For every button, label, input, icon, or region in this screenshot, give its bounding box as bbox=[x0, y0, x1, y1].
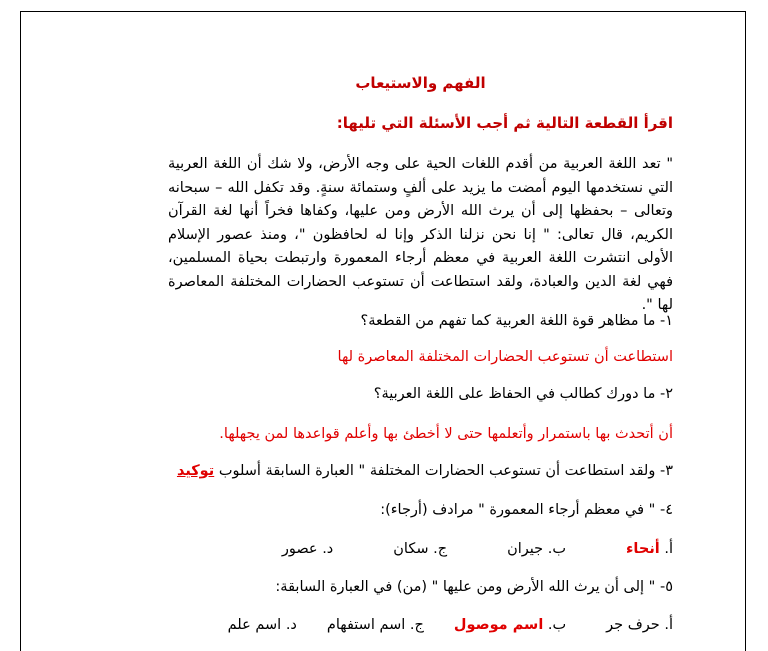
question-5-options bbox=[168, 617, 673, 633]
question-5: ٥- " إلى أن يرث الله الأرض ومن عليها " (من) في العبارة السابقة: bbox=[275, 579, 673, 595]
q5-option-c: ج. اسم استفهام bbox=[326, 617, 424, 633]
q5-option-b-value: اسم موصول bbox=[453, 617, 544, 633]
question-1: ١- ما مظاهر قوة اللغة العربية كما تفهم من القطعة؟ bbox=[360, 313, 673, 329]
question-4-options bbox=[168, 541, 673, 557]
q4-option-b: ب. جيران bbox=[507, 541, 567, 557]
q4-option-c: ج. سكان bbox=[393, 541, 448, 557]
question-2: ٢- ما دورك كطالب في الحفاظ على اللغة العربية؟ bbox=[373, 386, 673, 402]
question-4: ٤- " في معظم أرجاء المعمورة " مرادف (أرجاء): bbox=[380, 502, 673, 518]
question-3 bbox=[168, 463, 673, 479]
answer-3: توكيد bbox=[176, 463, 215, 479]
q4-option-b-value: جيران bbox=[507, 541, 544, 557]
q4-option-a-value: أنحاء bbox=[626, 541, 660, 557]
q4-option-d-value: عصور bbox=[281, 541, 318, 557]
q5-option-d: د. اسم علم bbox=[227, 617, 297, 633]
answer-1: استطاعت أن تستوعب الحضارات المختلفة المعاصرة لها bbox=[337, 349, 673, 365]
q5-option-b: ب. اسم موصول bbox=[453, 617, 567, 633]
instruction-heading: اقرأ القطعة التالية ثم أجب الأسئلة التي تليها: bbox=[336, 114, 673, 132]
answer-2: أن أتحدث بها باستمرار وأتعلمها حتى لا أخطئ بها وأعلم قواعدها لمن يجهلها. bbox=[219, 426, 673, 442]
section-title: الفهم والاستيعاب bbox=[355, 74, 486, 92]
q5-option-a-value: حرف جر bbox=[606, 617, 660, 633]
q5-option-c-value: اسم استفهام bbox=[326, 617, 406, 633]
question-3-text: ٣- ولقد استطاعت أن تستوعب الحضارات المختلفة " العبارة السابقة أسلوب bbox=[218, 463, 673, 479]
reading-passage: " تعد اللغة العربية من أقدم اللغات الحية على وجه الأرض، ولا شك أن اللغة العربية التي نستخدمها اليوم أمضت ما يزيد على ألفٍ وستمائة سنةٍ. وقد تكفل الله – سبحانه وتعالى – بحفظها إلى أن يرث الله الأرض ومن عليها، وكفاها فخراً أنها لغة القرآن الكريم، قال تعالى: " إنا نحن نزلنا الذكر وإنا له لحافظون "، ومنذ عصور الإسلام الأولى انتشرت اللغة العربية في معظم أرجاء المعمورة وارتبطت بحياة المسلمين، فهي لغة الدين والعبادة، ولقد استطاعت أن تستوعب الحضارات المختلفة المعاصرة لها ". bbox=[168, 156, 673, 313]
q5-option-d-value: اسم علم bbox=[227, 617, 282, 633]
q5-option-a: أ. حرف جر bbox=[606, 617, 673, 633]
q4-option-a: أ. أنحاء bbox=[626, 541, 673, 557]
q4-option-d: د. عصور bbox=[281, 541, 334, 557]
q4-option-c-value: سكان bbox=[393, 541, 429, 557]
